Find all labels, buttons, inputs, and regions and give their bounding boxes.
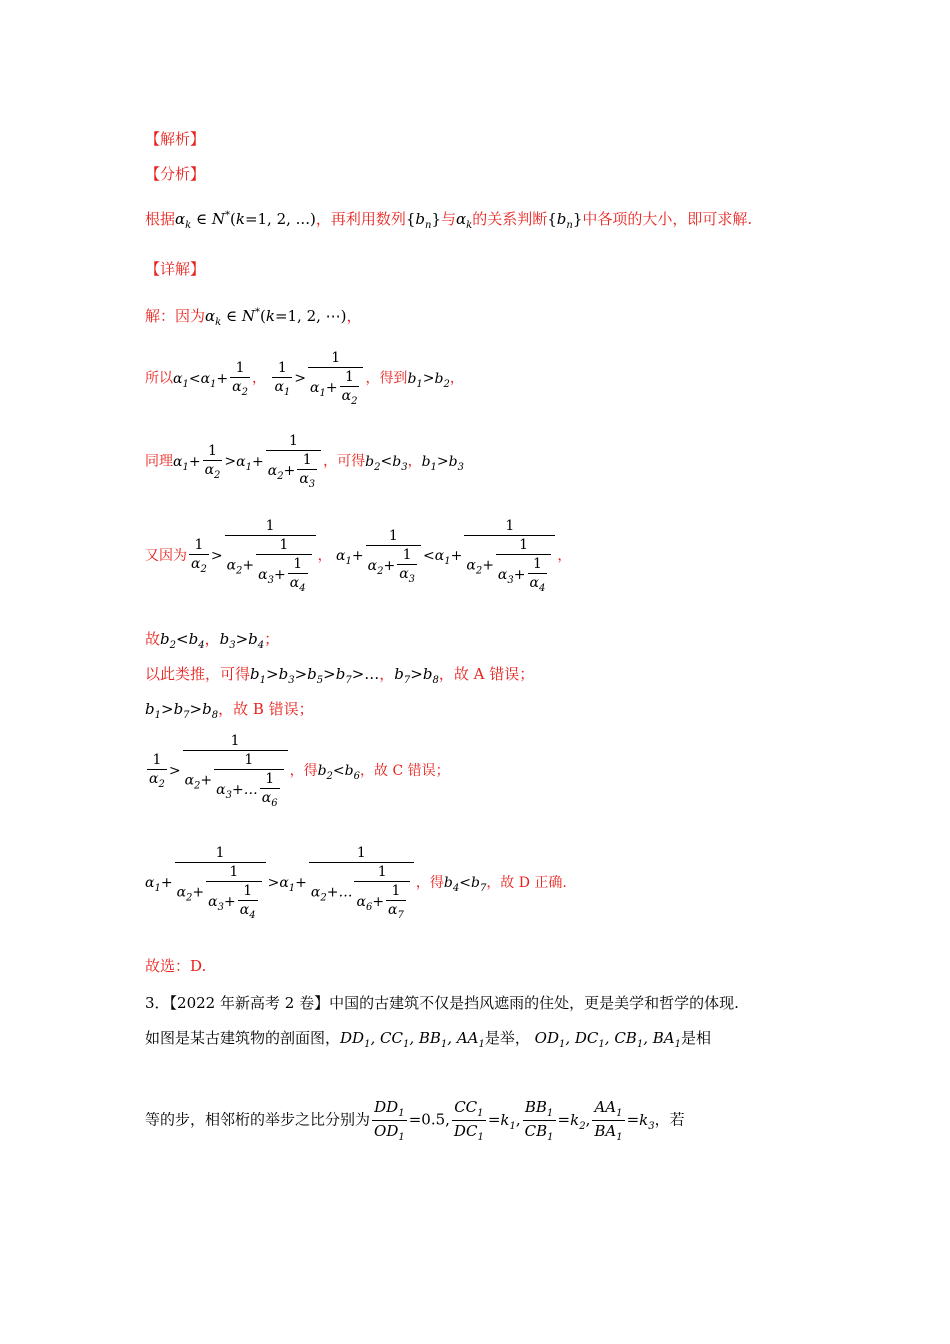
solution-line-6: 以此类推，可得$b_1>b_3>b_5>b_7>\dots$，$b_7>b_8$，故 A 错误； — [145, 665, 535, 686]
analysis-line: 根据$\alpha_k$ ∈ N*(k=1, 2, ...)，再利用数列$\{b_n\}$与$\alpha_k$的关系判断$\{b_n\}$中各项的大小，即可求解. — [145, 210, 753, 231]
solution-line-3: 同理$\alpha_1+$ $\frac{1}{\alpha_2}$ $>\alpha_1+$ 1 $\alpha_2+$ $\frac{1}{\alpha_3}$ ，可得$b_2<b_3$，$b_1>b_3$ — [145, 433, 464, 490]
choose-answer: 故选：D. — [145, 957, 207, 975]
question-3-line-1: 3．【2022 年新高考 2 卷】中国的古建筑不仅是挡风遮雨的住处，更是美学和哲学的体现. — [145, 994, 739, 1012]
xiangjie-heading: 【详解】 — [145, 260, 206, 278]
fenxi-heading: 【分析】 — [145, 165, 206, 183]
solution-line-9: $\alpha_1+$ 1 $\alpha_2+$ 1 $\alpha_3+$ $\frac{1}{\alpha_4}$ $>\alpha_1+$ 1 $\alpha_2+\dots$ 1 $\alpha_6+$ $\frac{1}{\alpha_7}$ ，得$b_4<b_7$，故 D 正确. — [145, 845, 567, 921]
question-3-line-2: 如图是某古建筑物的剖面图，$DD_1$, $CC_1$, $BB_1$, $AA_1$是举， $OD_1$, $DC_1$, $CB_1$, $BA_1$是相 — [145, 1029, 711, 1050]
question-3-line-3: 等的步，相邻桁的举步之比分别为 $\frac{DD_1}{OD_1}$ =0.5, $\frac{CC_1}{DC_1}$ $=k_1$, $\frac{BB_1}{CB_1}$ $=k_2$, $\frac{AA_1}{BA_1}$ $=k_3$，若 — [145, 1098, 685, 1143]
solution-line-2: 所以$\alpha_1<\alpha_1+$ $\frac{1}{\alpha_2}$ ， $\frac{1}{\alpha_1}$ > 1 $\alpha_1+$ $\frac{1}{\alpha_2}$ ，得到$b_1>b_2$， — [145, 350, 464, 407]
solution-line-7: $b_1>b_7>b_8$，故 B 错误； — [145, 700, 314, 721]
solution-line-1: 解：因为$\alpha_k$ ∈ N*(k=1, 2, ⋯)， — [145, 307, 362, 328]
solution-line-4: 又因为 $\frac{1}{\alpha_2}$ > 1 $\alpha_2+$ 1 $\alpha_3+$ $\frac{1}{\alpha_4}$ ， $\alpha_1+$ 1 $\alpha_2+$ $\frac{1}{\alpha_3}$ $<\alpha_1+$ 1 $\alpha_2+$ 1 $\alpha_3+$ $\frac{1}{\alpha_4}$ ， — [145, 518, 572, 594]
solution-line-5: 故$b_2<b_4$，$b_3>b_4$； — [145, 630, 280, 651]
jiexi-heading: 【解析】 — [145, 130, 206, 148]
solution-line-8: $\frac{1}{\alpha_2}$ > 1 $\alpha_2+$ 1 $\alpha_3+\dots$ $\frac{1}{\alpha_6}$ ，得$b_2<b_6$，故 C 错误； — [149, 733, 450, 809]
